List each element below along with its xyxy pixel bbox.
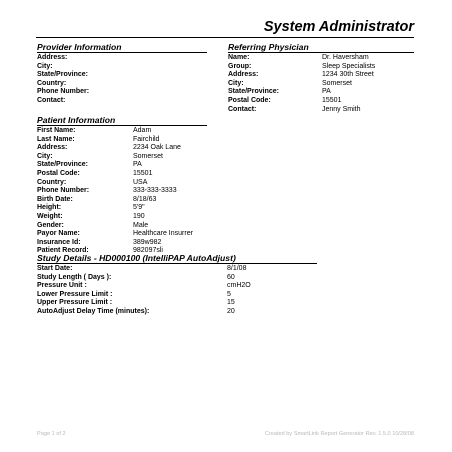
field-value: 982097sli — [133, 247, 163, 255]
field-row — [37, 230, 207, 239]
field-label: Weight: — [37, 212, 63, 220]
field-label: First Name: — [37, 127, 76, 134]
patient-fields — [37, 127, 207, 256]
field-row — [37, 196, 207, 205]
field-row — [37, 299, 317, 308]
field-label: Insurance Id: — [37, 238, 81, 246]
field-value: PA — [322, 88, 331, 96]
page-number: Page 1 of 2 — [37, 431, 66, 437]
field-label: Name: — [228, 54, 250, 61]
field-value: 2234 Oak Lane — [133, 144, 181, 152]
field-label: Start Date: — [37, 265, 73, 272]
field-row — [37, 204, 207, 213]
field-label: Address: — [228, 71, 259, 79]
field-row — [37, 187, 207, 196]
field-row — [228, 97, 414, 106]
field-row — [37, 239, 207, 248]
field-row — [37, 308, 317, 317]
field-label: Country: — [37, 178, 67, 186]
field-label: AutoAdjust Delay Time (minutes): — [37, 307, 150, 315]
field-value: 15501 — [133, 169, 153, 177]
referring-physician-section — [228, 42, 414, 114]
field-label: Upper Pressure Limit : — [37, 299, 113, 307]
field-row — [37, 179, 207, 188]
field-row — [37, 153, 207, 162]
field-value: PA — [133, 161, 142, 169]
field-row — [228, 63, 414, 72]
field-label: Contact: — [228, 105, 257, 113]
field-value: Jenny Smith — [322, 105, 361, 113]
field-label: State/Province: — [228, 88, 279, 96]
field-row — [37, 127, 207, 136]
study-fields — [37, 265, 317, 317]
field-value: USA — [133, 178, 148, 186]
field-label: Group: — [228, 62, 252, 70]
field-row — [37, 265, 317, 274]
field-value: Somerset — [133, 152, 163, 160]
field-label: Postal Code: — [37, 169, 80, 177]
field-label: Postal Code: — [228, 96, 271, 104]
field-value: 8/1/08 — [227, 265, 247, 272]
field-value: Fairchild — [133, 135, 160, 143]
field-row — [37, 213, 207, 222]
field-value: 333-333-3333 — [133, 187, 177, 195]
field-row — [37, 97, 207, 106]
field-label: Address: — [37, 54, 68, 61]
field-label: Address: — [37, 144, 68, 152]
field-value: cmH2O — [227, 282, 251, 290]
field-row — [37, 144, 207, 153]
field-row — [228, 80, 414, 89]
field-row — [228, 88, 414, 97]
patient-information-section — [37, 115, 207, 256]
field-label: Pressure Unit : — [37, 282, 87, 290]
field-row — [37, 274, 317, 283]
provider-information-heading: Provider Information — [37, 42, 207, 53]
field-row — [37, 170, 207, 179]
field-row — [37, 71, 207, 80]
field-label: Birth Date: — [37, 195, 73, 203]
field-label: Height: — [37, 204, 62, 212]
field-label: City: — [228, 79, 244, 87]
field-row — [37, 88, 207, 97]
field-row — [37, 161, 207, 170]
field-value: 15501 — [322, 96, 342, 104]
field-label: Last Name: — [37, 135, 75, 143]
field-label: Phone Number: — [37, 187, 90, 195]
field-row — [37, 63, 207, 72]
patient-information-heading: Patient Information — [37, 115, 207, 126]
field-value: 60 — [227, 273, 235, 281]
provider-fields — [37, 54, 207, 106]
field-label: State/Province: — [37, 161, 88, 169]
field-row — [37, 291, 317, 300]
referring-physician-fields — [228, 54, 414, 114]
field-row — [37, 136, 207, 145]
field-label: Study Length ( Days ): — [37, 273, 112, 281]
field-label: Lower Pressure Limit : — [37, 290, 113, 298]
field-value: 5 — [227, 290, 231, 298]
field-row — [37, 222, 207, 231]
field-label: Contact: — [37, 96, 66, 104]
field-label: City: — [37, 62, 53, 70]
field-row — [37, 282, 317, 291]
page-title: System Administrator — [263, 19, 414, 35]
provider-information-section — [37, 42, 207, 106]
field-value: Somerset — [322, 79, 352, 87]
field-value: Male — [133, 221, 149, 229]
field-value: 1234 30th Street — [322, 71, 374, 79]
field-value: Adam — [133, 127, 152, 134]
field-value: 190 — [133, 212, 145, 220]
field-value: 15 — [227, 299, 235, 307]
field-value: 389w982 — [133, 238, 162, 246]
field-value: Dr. Haversham — [322, 54, 369, 61]
field-row — [228, 71, 414, 80]
field-label: Gender: — [37, 221, 64, 229]
title-divider — [36, 37, 414, 38]
study-details-heading: Study Details - HD000100 (IntelliPAP AutoAdjust) — [37, 253, 317, 264]
field-label: Patient Record: — [37, 247, 89, 255]
field-value: Healthcare Insurrer — [133, 230, 193, 238]
field-label: Country: — [37, 79, 67, 87]
field-label: Payor Name: — [37, 230, 80, 238]
field-value: 5'9" — [133, 204, 145, 212]
field-row — [228, 106, 414, 115]
referring-physician-heading: Referring Physician — [228, 42, 414, 53]
study-details-section — [37, 253, 317, 317]
field-label: Phone Number: — [37, 88, 90, 96]
field-value: Sleep Specialists — [322, 62, 376, 70]
field-row — [37, 80, 207, 89]
field-row — [37, 54, 207, 63]
field-value: 8/18/63 — [133, 195, 157, 203]
generator-credit: Created by SmartLink Report Generator Rev. 1.5.0 10/28/08 — [264, 431, 414, 437]
field-row — [228, 54, 414, 63]
field-value: 20 — [227, 307, 235, 315]
field-label: City: — [37, 152, 53, 160]
field-label: State/Province: — [37, 71, 88, 79]
